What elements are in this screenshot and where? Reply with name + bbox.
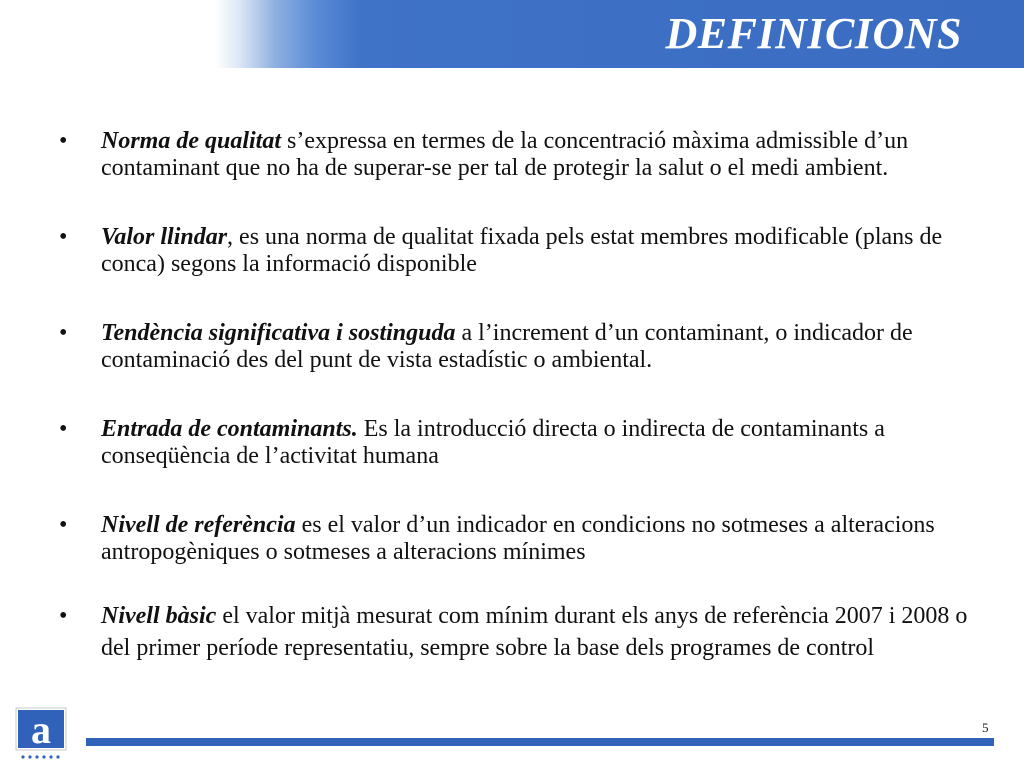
definition-item bbox=[55, 416, 975, 470]
title-bar bbox=[0, 0, 1024, 68]
definition-text: el valor mitjà mesurat com mínim durant els anys de referència 2007 i 2008 o del primer període representatiu, sempre sobre la base dels programes de control bbox=[101, 603, 968, 661]
definition-text: es el valor d’un indicador en condicions no sotmeses a alteracions antropogèniques o sotmeses a alteracions mínimes bbox=[101, 512, 935, 565]
bullet-icon: • bbox=[59, 416, 68, 442]
definition-term: Valor llindar bbox=[101, 224, 228, 250]
definition-item bbox=[55, 512, 975, 566]
bullet-icon: • bbox=[59, 224, 68, 250]
definition-item bbox=[55, 224, 975, 278]
definition-term: Nivell bàsic bbox=[101, 603, 217, 629]
bullet-icon: • bbox=[59, 128, 68, 154]
bullet-icon: • bbox=[59, 512, 68, 538]
definition-item bbox=[55, 320, 975, 374]
slide-title: DEFINICIONS bbox=[665, 9, 962, 58]
page-number: 5 bbox=[982, 720, 989, 735]
definitions-list bbox=[55, 128, 975, 706]
definition-term: Norma de qualitat bbox=[101, 128, 282, 154]
bullet-icon: • bbox=[59, 320, 68, 346]
definition-term: Nivell de referència bbox=[101, 512, 296, 538]
logo-letter: a bbox=[31, 707, 51, 752]
definition-term: Entrada de contaminants. bbox=[101, 416, 358, 442]
bullet-icon: • bbox=[59, 603, 68, 629]
organization-logo-icon bbox=[14, 706, 68, 762]
footer-divider bbox=[86, 738, 994, 746]
definition-text: , es una norma de qualitat fixada pels estat membres modificable (plans de conca) segons la informació disponible bbox=[101, 224, 943, 277]
definition-item bbox=[55, 600, 975, 664]
definition-item bbox=[55, 128, 975, 182]
definition-text: s’expressa en termes de la concentració màxima admissible d’un contaminant que no ha de superar-se per tal de protegir la salut o el medi ambient. bbox=[101, 128, 909, 181]
definition-text: a l’increment d’un contaminant, o indicador de contaminació des del punt de vista estadístic o ambiental. bbox=[101, 320, 913, 373]
definition-term: Tendència significativa i sostinguda bbox=[101, 320, 456, 346]
definition-text: Es la introducció directa o indirecta de contaminants a conseqüència de l’activitat humana bbox=[101, 416, 885, 469]
